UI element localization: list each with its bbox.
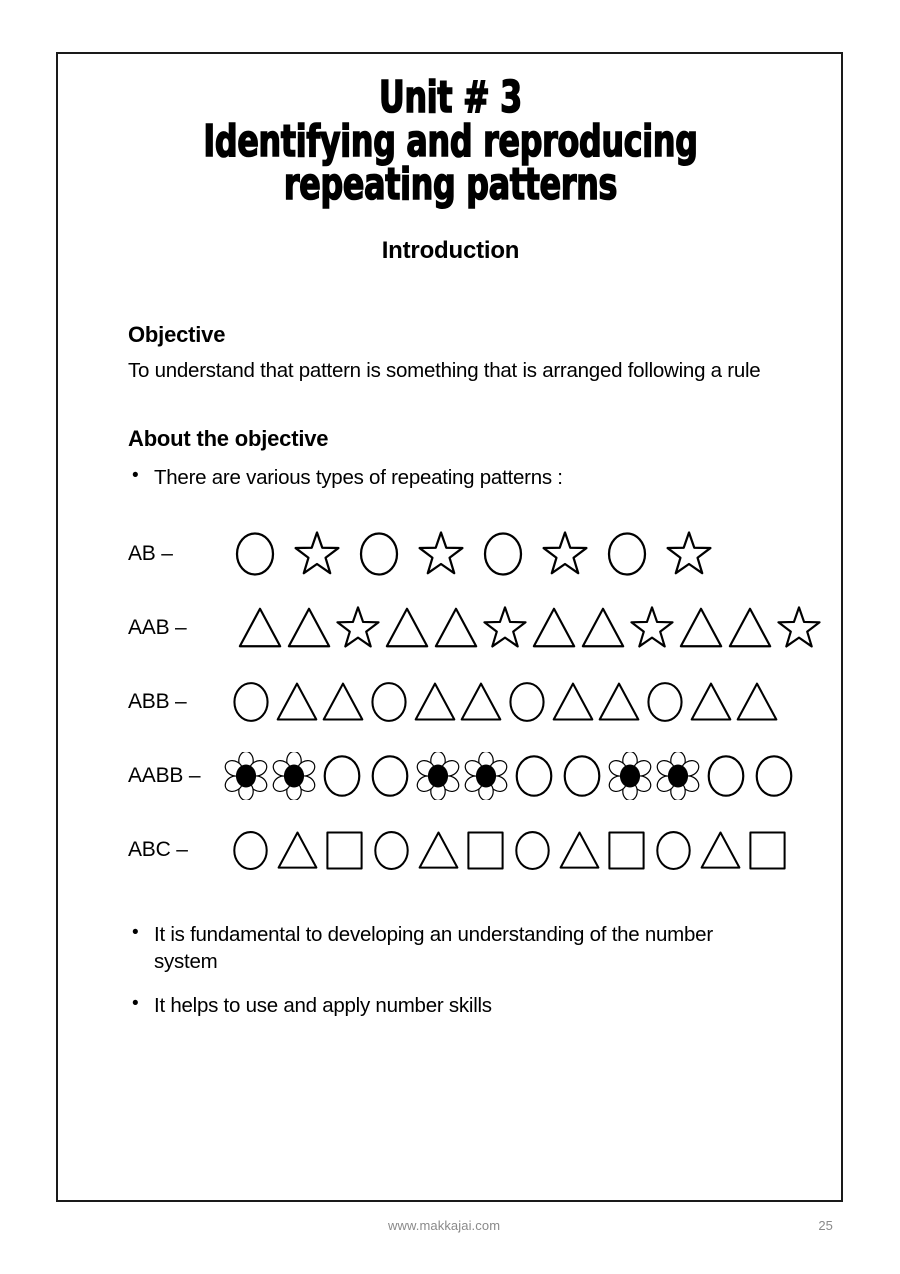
circle-icon xyxy=(504,679,550,725)
objective-text: To understand that pattern is something that is arranged following a rule xyxy=(128,358,761,382)
triangle-icon xyxy=(320,679,366,725)
circle-icon xyxy=(478,529,528,579)
flower-icon xyxy=(270,752,318,800)
flower-icon xyxy=(654,752,702,800)
triangle-icon xyxy=(236,604,284,652)
triangle-icon xyxy=(677,604,725,652)
pattern-shapes-abc xyxy=(228,828,792,873)
intro-bullet-list xyxy=(128,464,773,491)
title-line-main: Identifying and reproducing xyxy=(203,115,698,167)
pattern-row xyxy=(128,739,773,813)
triangle-icon xyxy=(596,679,642,725)
circle-icon xyxy=(651,828,696,873)
circle-icon xyxy=(510,828,555,873)
circle-icon xyxy=(318,752,366,800)
pattern-row xyxy=(128,517,773,591)
circle-icon xyxy=(366,752,414,800)
pattern-examples xyxy=(128,517,773,887)
list-item: • It helps to use and apply number skills xyxy=(128,992,773,1019)
triangle-icon xyxy=(726,604,774,652)
triangle-icon xyxy=(530,604,578,652)
triangle-icon xyxy=(383,604,431,652)
square-icon xyxy=(604,828,649,873)
pattern-shapes-abb xyxy=(228,679,780,725)
triangle-icon xyxy=(688,679,734,725)
footer-page-number: 25 xyxy=(818,1217,833,1233)
closing-bullet-list xyxy=(128,921,773,1019)
star-icon xyxy=(628,604,676,652)
footer-website-url: www.makkajai.com xyxy=(388,1217,501,1233)
circle-icon xyxy=(366,679,412,725)
star-icon xyxy=(334,604,382,652)
circle-icon xyxy=(369,828,414,873)
flower-icon xyxy=(606,752,654,800)
pattern-row xyxy=(128,665,773,739)
pattern-label-aabb: AABB – xyxy=(128,764,201,788)
circle-icon xyxy=(750,752,798,800)
triangle-icon xyxy=(275,828,320,873)
page-border-frame xyxy=(56,52,843,1202)
title-line-sub: repeating patterns xyxy=(283,159,618,211)
triangle-icon xyxy=(285,604,333,652)
circle-icon xyxy=(558,752,606,800)
about-objective-heading: About the objective xyxy=(128,425,329,451)
triangle-icon xyxy=(458,679,504,725)
star-icon xyxy=(540,529,590,579)
star-icon xyxy=(775,604,823,652)
square-icon xyxy=(463,828,508,873)
page-content xyxy=(128,72,773,1019)
triangle-icon xyxy=(579,604,627,652)
pattern-label-aab: AAB – xyxy=(128,616,187,640)
triangle-icon xyxy=(416,828,461,873)
triangle-icon xyxy=(734,679,780,725)
page-subtitle: Introduction xyxy=(381,236,520,264)
flower-icon xyxy=(222,752,270,800)
square-icon xyxy=(322,828,367,873)
pattern-row xyxy=(128,813,773,887)
pattern-shapes-ab xyxy=(230,529,773,579)
objective-heading: Objective xyxy=(128,321,226,347)
pattern-shapes-aab xyxy=(236,604,824,652)
pattern-label-abc: ABC – xyxy=(128,838,188,862)
circle-icon xyxy=(510,752,558,800)
triangle-icon xyxy=(550,679,596,725)
triangle-icon xyxy=(698,828,743,873)
flower-icon xyxy=(462,752,510,800)
circle-icon xyxy=(642,679,688,725)
triangle-icon xyxy=(432,604,480,652)
pattern-label-abb: ABB – xyxy=(128,690,187,714)
star-icon xyxy=(416,529,466,579)
star-icon xyxy=(664,529,714,579)
triangle-icon xyxy=(557,828,602,873)
pattern-row xyxy=(128,591,773,665)
page-title xyxy=(193,72,709,211)
square-icon xyxy=(745,828,790,873)
circle-icon xyxy=(354,529,404,579)
flower-icon xyxy=(414,752,462,800)
circle-icon xyxy=(602,529,652,579)
circle-icon xyxy=(230,529,280,579)
circle-icon xyxy=(228,828,273,873)
list-item: • It is fundamental to developing an understanding of the number system xyxy=(128,921,773,976)
page-footer xyxy=(56,1210,843,1240)
star-icon xyxy=(481,604,529,652)
list-item: • There are various types of repeating patterns : xyxy=(128,464,773,491)
circle-icon xyxy=(702,752,750,800)
pattern-label-ab: AB – xyxy=(128,542,173,566)
triangle-icon xyxy=(274,679,320,725)
pattern-shapes-aabb xyxy=(222,752,798,800)
title-line-unit: Unit # 3 xyxy=(379,72,522,123)
circle-icon xyxy=(228,679,274,725)
star-icon xyxy=(292,529,342,579)
triangle-icon xyxy=(412,679,458,725)
